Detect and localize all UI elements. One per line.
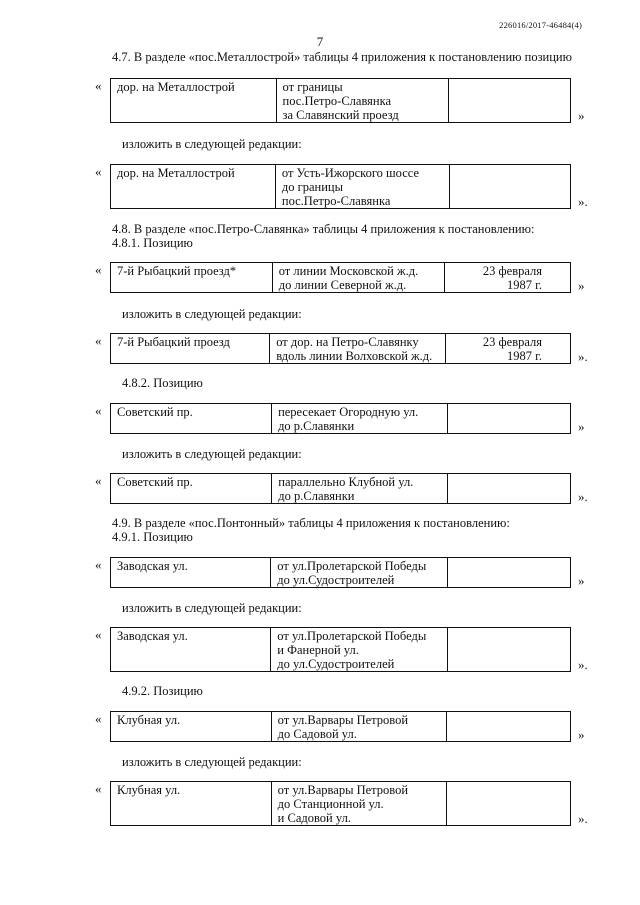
paragraph-4-7: 4.7. В разделе «пос.Металлострой» таблицы 4 приложения к постановлению позицию: [112, 50, 572, 64]
quote-open: «: [95, 333, 102, 348]
paragraph-edit-1: изложить в следующей редакции:: [122, 137, 302, 151]
route-cell: от линии Московской ж.д. до линии Северной ж.д.: [272, 263, 445, 293]
route-cell: от ул.Пролетарской Победы до ул.Судостроителей: [271, 558, 448, 588]
quote-close: »: [578, 419, 585, 434]
position-table: [110, 262, 571, 293]
quote-close: »: [578, 108, 585, 123]
date-cell: [450, 165, 571, 209]
paragraph-4-8-2: 4.8.2. Позицию: [122, 376, 203, 390]
position-table: [110, 333, 571, 364]
paragraph-4-9-2: 4.9.2. Позицию: [122, 684, 203, 698]
date-cell: [447, 628, 570, 672]
table-row: [111, 558, 571, 588]
quote-close: ».: [578, 489, 588, 504]
quote-open: «: [95, 403, 102, 418]
position-table: [110, 711, 571, 742]
date-cell: [448, 79, 570, 123]
position-table: [110, 403, 571, 434]
table-row: [111, 712, 571, 742]
route-cell: от границы пос.Петро-Славянка за Славянский проезд: [276, 79, 448, 123]
route-cell: от ул.Пролетарской Победы и Фанерной ул. до ул.Судостроителей: [271, 628, 448, 672]
route-cell: от ул.Варвары Петровой до Станционной ул. и Садовой ул.: [271, 782, 446, 826]
quote-open: «: [95, 78, 102, 93]
street-cell: 7-й Рыбацкий проезд*: [111, 263, 273, 293]
paragraph-4-8: 4.8. В разделе «пос.Петро-Славянка» таблицы 4 приложения к постановлению:: [112, 222, 535, 236]
table-row: [111, 165, 571, 209]
quote-open: «: [95, 627, 102, 642]
quote-close: ».: [578, 194, 588, 209]
quote-open: «: [95, 473, 102, 488]
table-row: [111, 628, 571, 672]
street-cell: 7-й Рыбацкий проезд: [111, 334, 270, 364]
paragraph-edit-3: изложить в следующей редакции:: [122, 447, 302, 461]
street-cell: Клубная ул.: [111, 712, 272, 742]
quote-open: «: [95, 262, 102, 277]
quote-open: «: [95, 781, 102, 796]
position-table: [110, 473, 571, 504]
paragraph-4-9-1: 4.9.1. Позицию: [112, 530, 193, 544]
table-row: [111, 782, 571, 826]
document-code: 226016/2017-46484(4): [499, 20, 582, 30]
page-number: 7: [316, 34, 324, 49]
route-cell: пересекает Огородную ул. до р.Славянки: [272, 404, 448, 434]
quote-close: »: [578, 278, 585, 293]
street-cell: Заводская ул.: [111, 628, 271, 672]
quote-close: ».: [578, 657, 588, 672]
quote-open: «: [95, 557, 102, 572]
street-cell: Заводская ул.: [111, 558, 271, 588]
date-cell: [447, 558, 570, 588]
route-cell: параллельно Клубной ул. до р.Славянки: [272, 474, 447, 504]
route-cell: от ул.Варвары Петровой до Садовой ул.: [271, 712, 446, 742]
position-table: [110, 78, 571, 123]
quote-close: »: [578, 573, 585, 588]
street-cell: дор. на Металлострой: [111, 165, 276, 209]
paragraph-4-8-1: 4.8.1. Позицию: [112, 236, 193, 250]
position-table: [110, 627, 571, 672]
paragraph-edit-5: изложить в следующей редакции:: [122, 755, 302, 769]
table-row: [111, 474, 571, 504]
route-cell: от дор. на Петро-Славянку вдоль линии Волховской ж.д.: [270, 334, 446, 364]
table-row: [111, 79, 571, 123]
date-cell: 23 февраля 1987 г.: [445, 263, 571, 293]
date-cell: [446, 782, 570, 826]
quote-open: «: [95, 711, 102, 726]
date-cell: [447, 404, 570, 434]
street-cell: дор. на Металлострой: [111, 79, 277, 123]
quote-close: »: [578, 727, 585, 742]
paragraph-4-9: 4.9. В разделе «пос.Понтонный» таблицы 4 приложения к постановлению:: [112, 516, 510, 530]
position-table: [110, 164, 571, 209]
date-cell: 23 февраля 1987 г.: [446, 334, 571, 364]
quote-close: ».: [578, 349, 588, 364]
position-table: [110, 557, 571, 588]
street-cell: Советский пр.: [111, 404, 272, 434]
date-cell: [446, 712, 570, 742]
paragraph-edit-2: изложить в следующей редакции:: [122, 307, 302, 321]
position-table: [110, 781, 571, 826]
street-cell: Советский пр.: [111, 474, 272, 504]
date-cell: [447, 474, 571, 504]
table-row: [111, 263, 571, 293]
table-row: [111, 404, 571, 434]
quote-open: «: [95, 164, 102, 179]
paragraph-edit-4: изложить в следующей редакции:: [122, 601, 302, 615]
table-row: [111, 334, 571, 364]
route-cell: от Усть-Ижорского шоссе до границы пос.Петро-Славянка: [275, 165, 450, 209]
quote-close: ».: [578, 811, 588, 826]
street-cell: Клубная ул.: [111, 782, 272, 826]
